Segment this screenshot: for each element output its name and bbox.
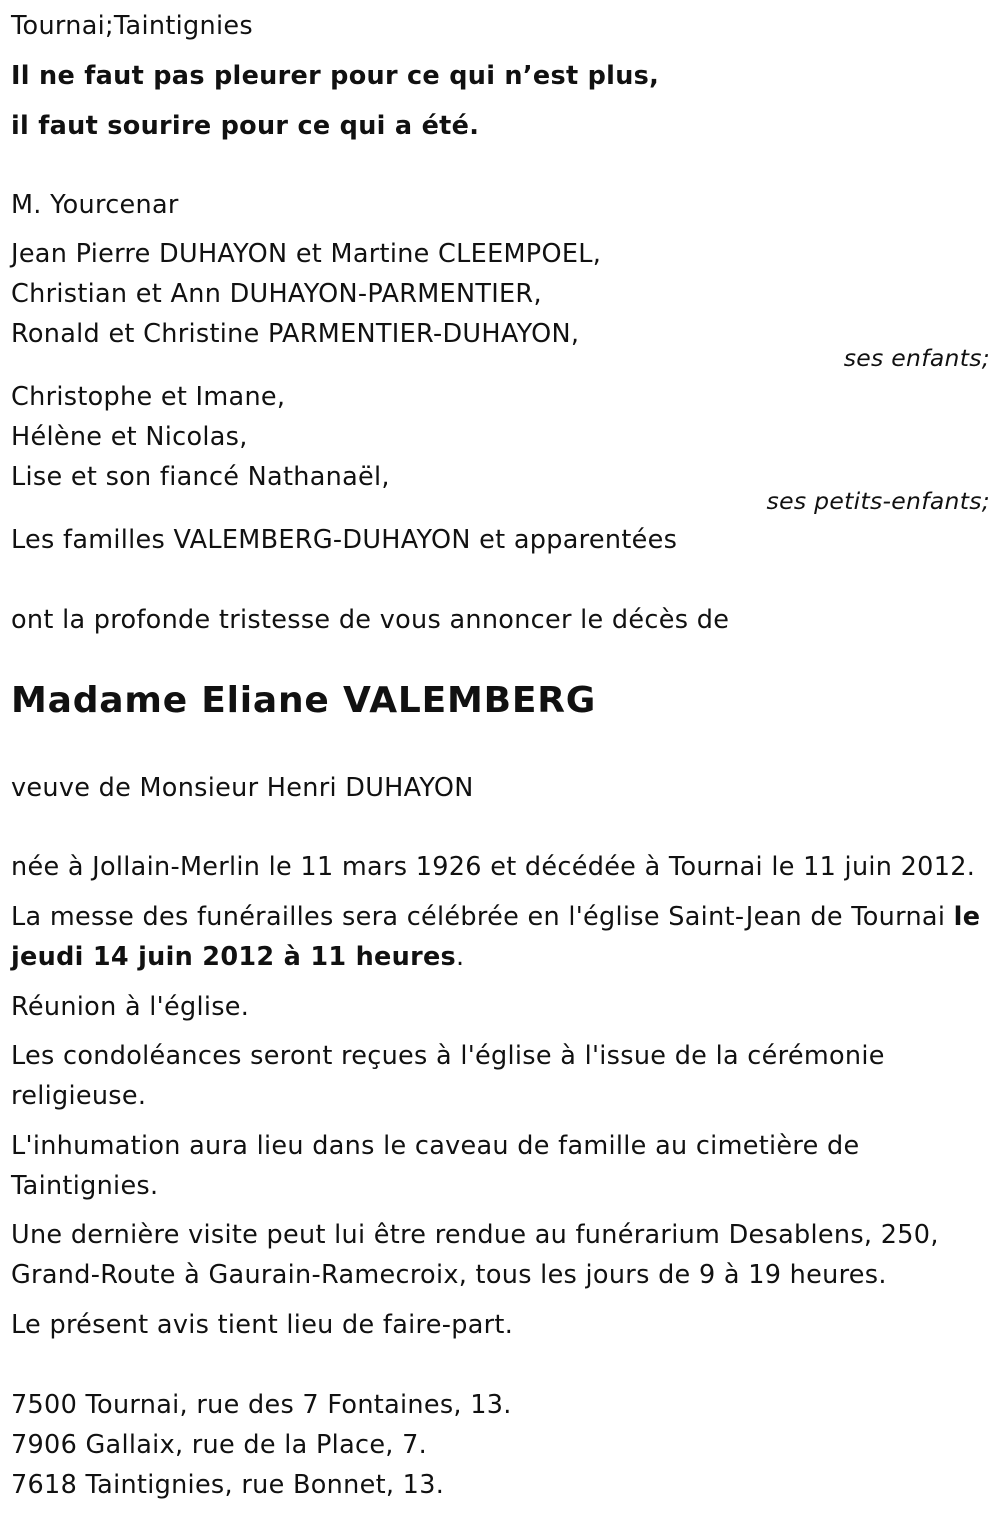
visit-line-2: Grand-Route à Gaurain-Ramecroix, tous les jours de 9 à 19 heures. bbox=[11, 1260, 887, 1290]
condolences-line-1: Les condoléances seront reçues à l'église à l'issue de la cérémonie bbox=[11, 1041, 885, 1071]
meeting-place: Réunion à l'église. bbox=[11, 992, 250, 1022]
funeral-mass-date: jeudi 14 juin 2012 à 11 heures bbox=[11, 942, 457, 972]
quote-line-1: Il ne faut pas pleurer pour ce qui n’est plus, bbox=[11, 61, 660, 91]
funeral-mass-line-2 bbox=[11, 942, 465, 972]
funeral-mass-end: . bbox=[456, 942, 465, 972]
quote-line-2: il faut sourire pour ce qui a été. bbox=[11, 111, 480, 141]
birth-death-dates: née à Jollain-Merlin le 11 mars 1926 et décédée à Tournai le 11 juin 2012. bbox=[11, 852, 976, 882]
condolences-line-2: religieuse. bbox=[11, 1081, 147, 1111]
funeral-mass-date-start: le bbox=[953, 902, 981, 932]
funeral-mass-line-1 bbox=[11, 902, 981, 932]
grandchild-line-1: Christophe et Imane, bbox=[11, 382, 286, 412]
child-line-2: Christian et Ann DUHAYON-PARMENTIER, bbox=[11, 279, 542, 309]
address-line-2: 7906 Gallaix, rue de la Place, 7. bbox=[11, 1430, 428, 1460]
address-line-3: 7618 Taintignies, rue Bonnet, 13. bbox=[11, 1470, 445, 1500]
widow-of: veuve de Monsieur Henri DUHAYON bbox=[11, 773, 474, 803]
location-header: Tournai;Taintignies bbox=[11, 11, 253, 41]
burial-line-2: Taintignies. bbox=[11, 1171, 159, 1201]
burial-line-1: L'inhumation aura lieu dans le caveau de famille au cimetière de bbox=[11, 1131, 860, 1161]
grandchild-line-3: Lise et son fiancé Nathanaël, bbox=[11, 462, 390, 492]
address-line-1: 7500 Tournai, rue des 7 Fontaines, 13. bbox=[11, 1390, 512, 1420]
funeral-mass-text: La messe des funérailles sera célébrée en l'église Saint-Jean de Tournai bbox=[11, 902, 954, 932]
child-line-1: Jean Pierre DUHAYON et Martine CLEEMPOEL, bbox=[11, 239, 602, 269]
announcement-intro: ont la profonde tristesse de vous annoncer le décès de bbox=[11, 605, 730, 635]
grandchildren-label: ses petits-enfants; bbox=[766, 487, 990, 515]
deceased-name: Madame Eliane VALEMBERG bbox=[11, 680, 597, 721]
notice-statement: Le présent avis tient lieu de faire-part. bbox=[11, 1310, 514, 1340]
child-line-3: Ronald et Christine PARMENTIER-DUHAYON, bbox=[11, 319, 580, 349]
visit-line-1: Une dernière visite peut lui être rendue au funérarium Desablens, 250, bbox=[11, 1220, 939, 1250]
quote-author: M. Yourcenar bbox=[11, 190, 179, 220]
grandchild-line-2: Hélène et Nicolas, bbox=[11, 422, 248, 452]
extended-families: Les familles VALEMBERG-DUHAYON et apparentées bbox=[11, 525, 678, 555]
children-label: ses enfants; bbox=[843, 344, 990, 372]
